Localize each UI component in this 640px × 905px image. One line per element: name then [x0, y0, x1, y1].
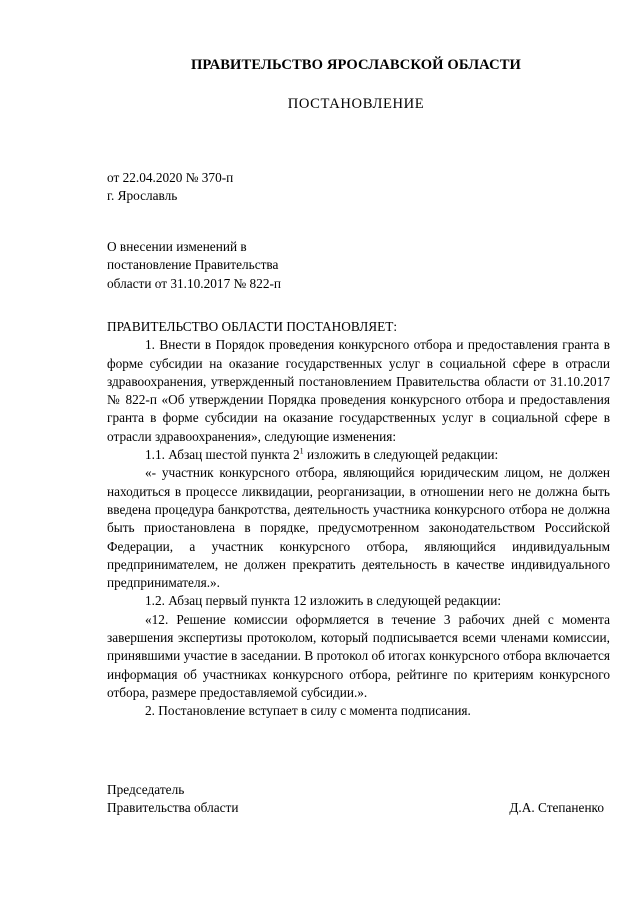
signatory-position: Председатель	[107, 782, 185, 797]
document-meta	[107, 169, 233, 206]
subject-line: постановление Правительства	[107, 257, 279, 273]
document-city: г. Ярославль	[107, 188, 178, 204]
document-type: ПОСТАНОВЛЕНИЕ	[287, 96, 425, 112]
signature-block	[107, 781, 610, 818]
document-date-number: от 22.04.2020 № 370-п	[107, 170, 234, 185]
signatory-name: Д.А. Степаненко	[509, 800, 604, 816]
signatory-position: Правительства области	[107, 800, 239, 816]
document-body	[107, 318, 610, 721]
decree-line: ПРАВИТЕЛЬСТВО ОБЛАСТИ ПОСТАНОВЛЯЕТ:	[107, 319, 398, 334]
paragraph-item-1-1	[107, 446, 610, 464]
subject-line: О внесении изменений в	[107, 239, 247, 254]
paragraph-item-1-2: 1.2. Абзац первый пункта 12 изложить в следующей редакции:	[145, 593, 502, 609]
document-subject	[107, 238, 347, 293]
paragraph-item-1: 1. Внести в Порядок проведения конкурсного отбора и предоставления гранта в форме субсидии на оказание государственных услуг в социальной сфере в отрасли здравоохранения, утвержденный постановлением Правительства области от 31.10.2017 № 822-п «Об утверждении Порядка проведения конкурсного отбора и предоставления гранта в форме субсидии на оказание государственных услуг в социальной сфере в отрасли здравоохранения», следующие изменения:	[107, 337, 610, 444]
quote-paragraph-1: «- участник конкурсного отбора, являющийся юридическим лицом, не должен находиться в процессе ликвидации, реорганизации, в отношении него не должна быть введена процедура банкротства, деятельность участника конкурсного отбора не должна быть приостановлена в порядке, предусмотренном законодательством Российской Федерации, а участник конкурсного отбора, являющийся индивидуальным предпринимателем, не должен прекратить деятельность в качестве индивидуального предпринимателя.».	[107, 465, 610, 591]
paragraph-item-2: 2. Постановление вступает в силу с момента подписания.	[145, 703, 471, 719]
quote-paragraph-2: «12. Решение комиссии оформляется в течение 3 рабочих дней с момента завершения экспертизы протоколом, который подписывается всеми членами комиссии, принявшими участие в заседании. В протокол об итогах конкурсного отбора включается информация об участниках конкурсного отбора, рейтинге по критериям конкурсного отбора, размере предоставляемой субсидии.».	[107, 611, 610, 700]
subject-line: области от 31.10.2017 № 822-п	[107, 275, 282, 291]
superscript-index: 1	[299, 446, 304, 456]
signature-row	[107, 799, 610, 817]
government-title: ПРАВИТЕЛЬСТВО ЯРОСЛАВСКОЙ ОБЛАСТИ	[190, 57, 522, 73]
item-1-1-text-end: изложить в следующей редакции:	[303, 447, 499, 463]
item-1-1-text: 1.1. Абзац шестой пункта 2	[145, 447, 300, 463]
